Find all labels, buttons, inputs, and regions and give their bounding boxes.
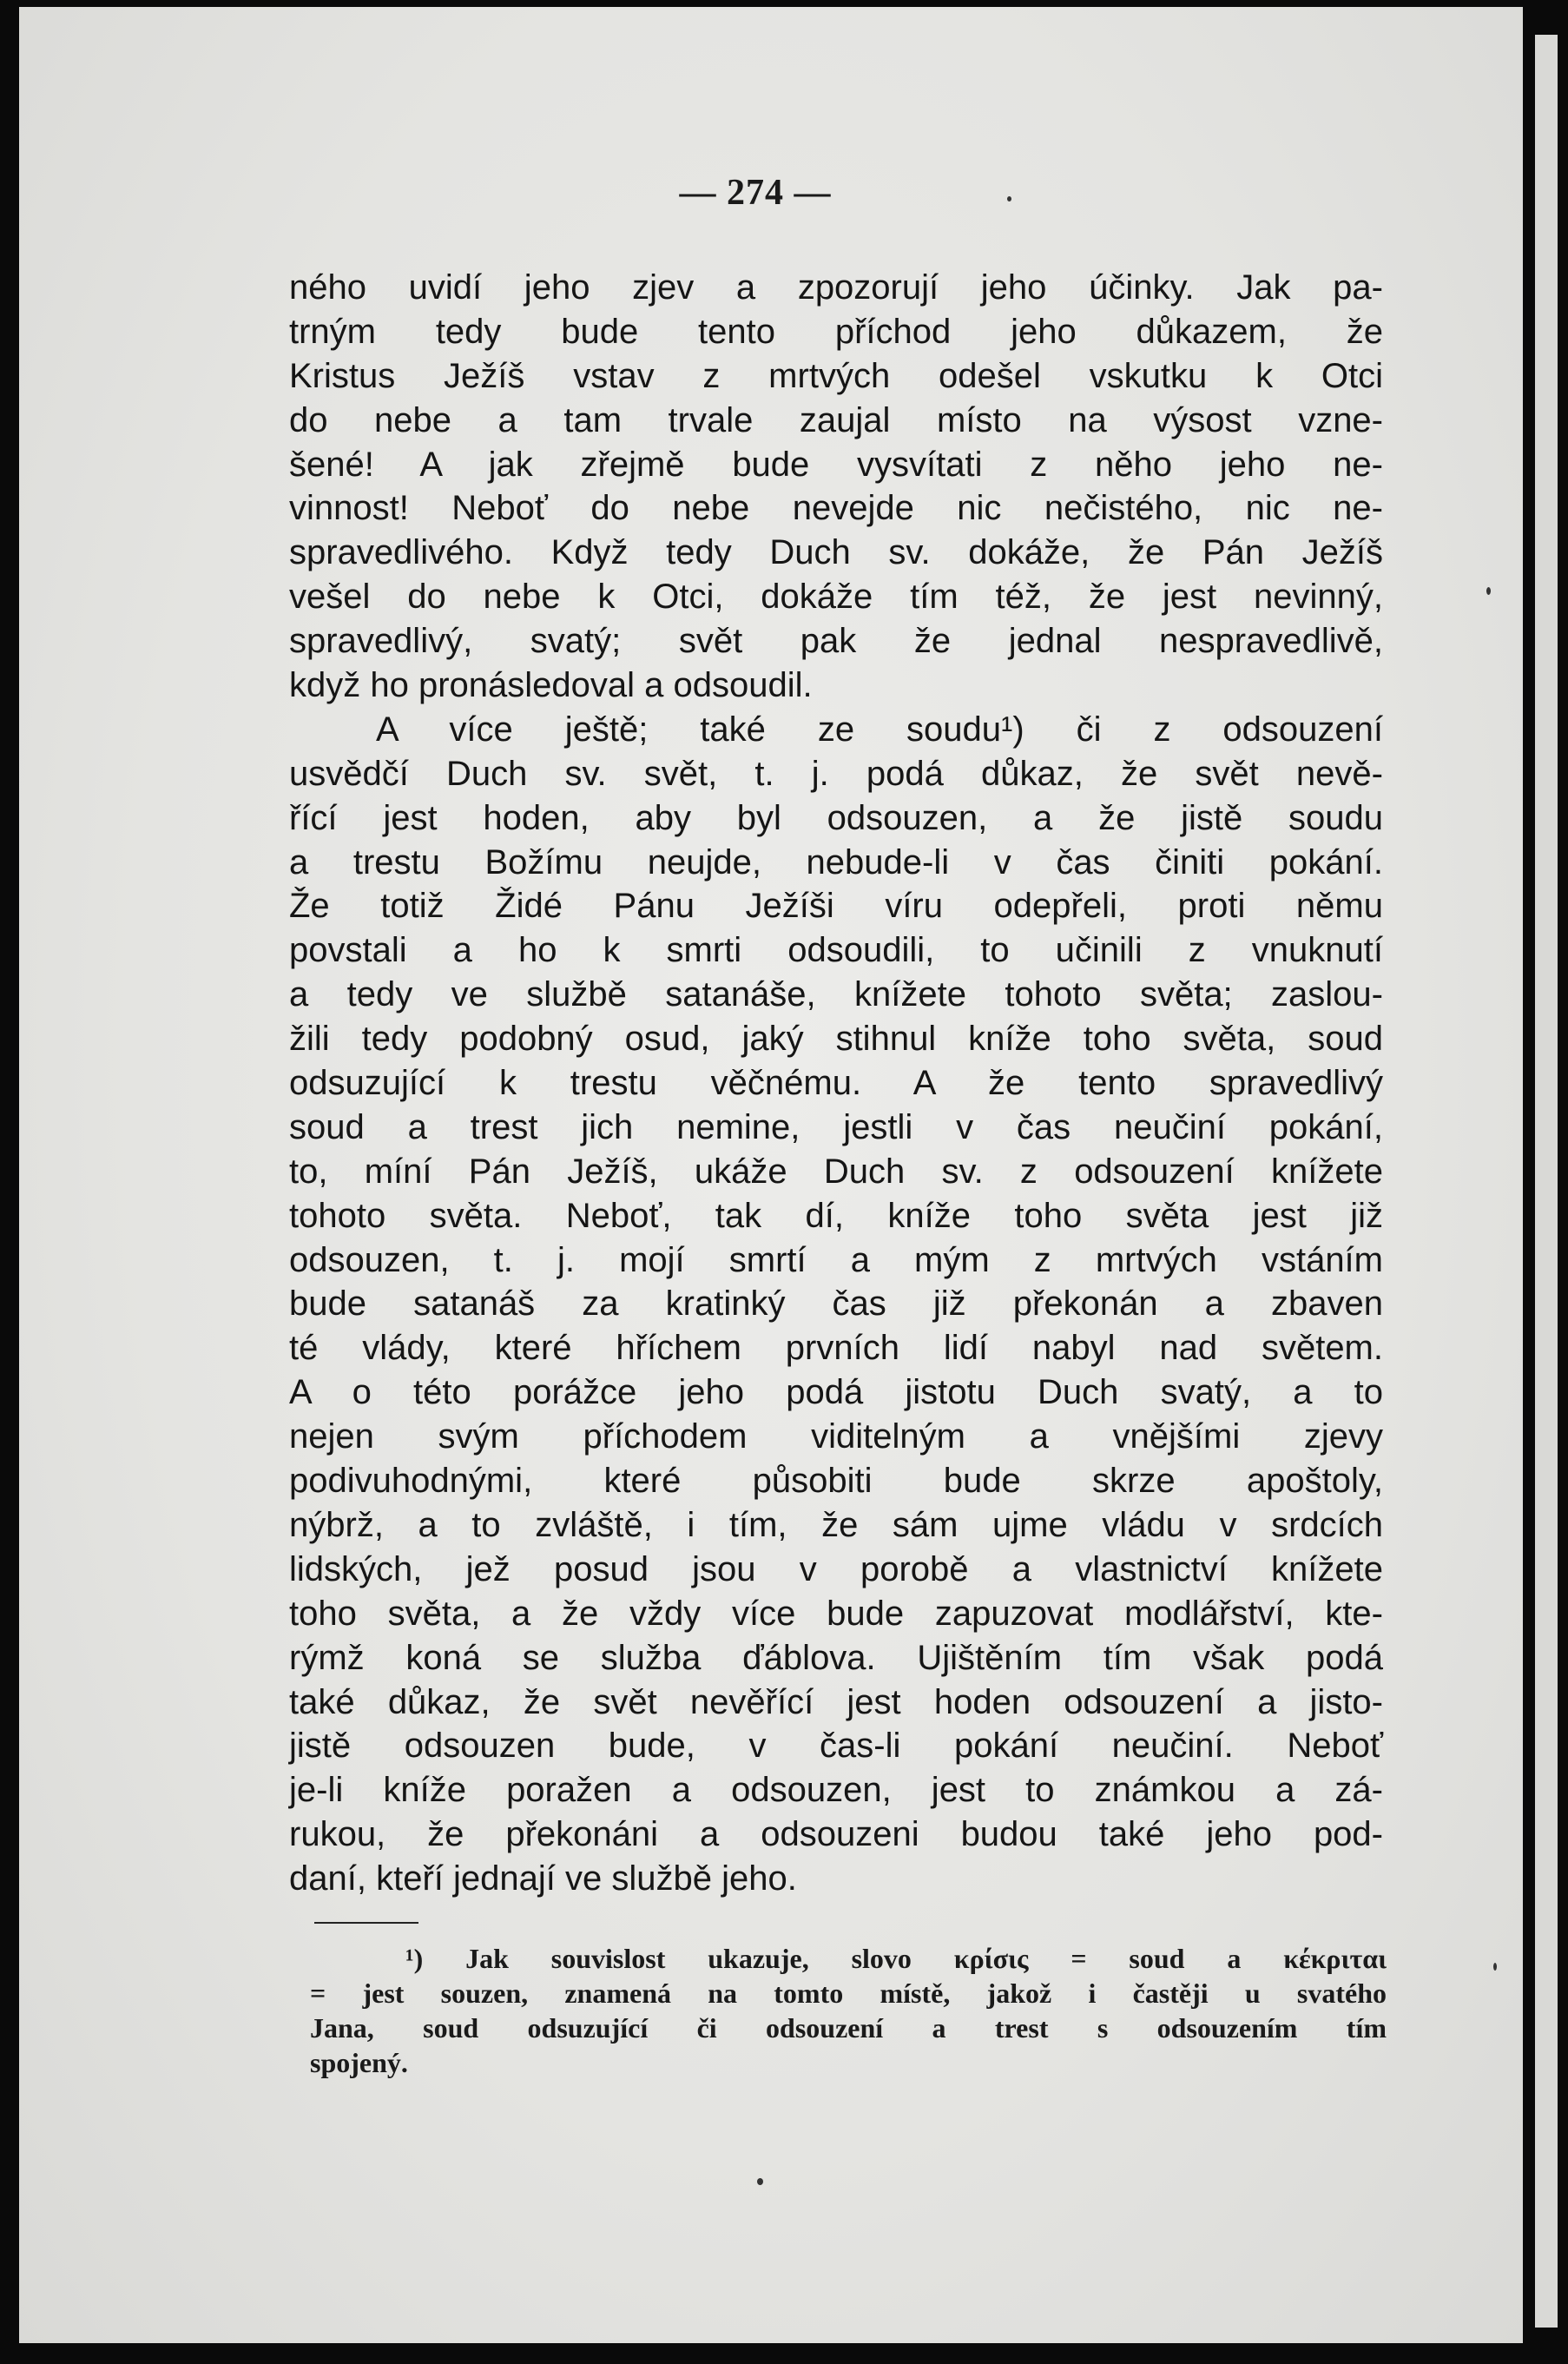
text-line: A více ještě; také ze soudu¹) či z odsouzení <box>376 710 1383 749</box>
text-line: a tedy ve službě satanáše, knížete tohoto světa; zaslou- <box>289 975 1383 1014</box>
book-page <box>19 7 1523 2343</box>
text-line: rukou, že překonáni a odsouzeni budou také jeho pod- <box>289 1815 1383 1854</box>
adjacent-page-edge <box>1535 35 1558 2328</box>
footnote-separator <box>314 1922 418 1924</box>
ink-speck <box>1493 1963 1497 1971</box>
main-text-block <box>289 266 1383 1901</box>
text-line: šené! A jak zřejmě bude vysvítati z něho jeho ne- <box>289 445 1383 484</box>
footnote-line: spojený. <box>310 2047 408 2078</box>
text-line: lidských, jež posud jsou v porobě a vlastnictví knížete <box>289 1549 1383 1588</box>
text-line: nýbrž, a to zvláště, i tím, že sám ujme vládu v srdcích <box>289 1505 1383 1544</box>
text-line: odsuzující k trestu věčnému. A že tento spravedlivý <box>289 1064 1383 1103</box>
text-line: když ho pronásledoval a odsoudil. <box>289 666 813 705</box>
text-line: také důkaz, že svět nevěřící jest hoden odsouzení a jisto- <box>289 1682 1383 1721</box>
text-line: jistě odsouzen bude, v čas-li pokání neučiní. Neboť <box>289 1727 1383 1766</box>
text-line: daní, kteří jednají ve službě jeho. <box>289 1859 797 1898</box>
text-line: odsouzen, t. j. mojí smrtí a mým z mrtvých vstáním <box>289 1240 1383 1279</box>
text-line: podivuhodnými, které působiti bude skrze apoštoly, <box>289 1462 1383 1501</box>
footnote-line: = jest souzen, znamená na tomto místě, jakož i častěji u svatého <box>310 1978 1387 2009</box>
footnote-line: Jana, soud odsuzující či odsouzení a trest s odsouzením tím <box>310 2012 1387 2044</box>
text-line: usvědčí Duch sv. svět, t. j. podá důkaz, že svět nevě- <box>289 754 1383 793</box>
text-line: řící jest hoden, aby byl odsouzen, a že jistě soudu <box>289 798 1383 837</box>
ink-speck <box>1486 587 1491 595</box>
text-line: A o této porážce jeho podá jistotu Duch svatý, a to <box>289 1373 1383 1412</box>
text-line: ného uvidí jeho zjev a zpozorují jeho účinky. Jak pa- <box>289 268 1383 307</box>
text-line: trným tedy bude tento příchod jeho důkazem, že <box>289 312 1383 351</box>
page-number: — 274 — <box>679 173 832 213</box>
footnote-block <box>310 1941 1387 2080</box>
text-line: té vlády, které hříchem prvních lidí nabyl nad světem. <box>289 1329 1383 1368</box>
text-line: spravedlivý, svatý; svět pak že jednal nespravedlivě, <box>289 622 1383 661</box>
ink-speck <box>757 2178 763 2185</box>
text-line: do nebe a tam trvale zaujal místo na výsost vzne- <box>289 400 1383 439</box>
text-line: spravedlivého. Když tedy Duch sv. dokáže, že Pán Ježíš <box>289 533 1383 572</box>
text-line: tohoto světa. Neboť, tak dí, kníže toho světa jest již <box>289 1196 1383 1235</box>
text-line: žili tedy podobný osud, jaký stihnul kníže toho světa, soud <box>289 1020 1383 1059</box>
text-line: to, míní Pán Ježíš, ukáže Duch sv. z odsouzení knížete <box>289 1152 1383 1191</box>
ink-speck <box>1007 196 1011 201</box>
text-line: vešel do nebe k Otci, dokáže tím též, že jest nevinný, <box>289 578 1383 617</box>
text-line: toho světa, a že vždy více bude zapuzovat modlářství, kte- <box>289 1594 1383 1633</box>
text-line: bude satanáš za kratinký čas již překonán a zbaven <box>289 1284 1383 1324</box>
text-line: nejen svým příchodem viditelným a vnějšími zjevy <box>289 1417 1383 1456</box>
text-line: povstali a ho k smrti odsoudili, to učinili z vnuknutí <box>289 931 1383 970</box>
text-line: Že totiž Židé Pánu Ježíši víru odepřeli, proti němu <box>289 887 1383 926</box>
text-line: rýmž koná se služba ďáblova. Ujištěním tím však podá <box>289 1638 1383 1677</box>
text-line: a trestu Božímu neujde, nebude-li v čas činiti pokání. <box>289 842 1383 882</box>
text-line: Kristus Ježíš vstav z mrtvých odešel vskutku k Otci <box>289 356 1383 395</box>
footnote-line: ¹) Jak souvislost ukazuje, slovo κρίσις = soud a κέκριται <box>405 1943 1387 1974</box>
text-line: je-li kníže poražen a odsouzen, jest to známkou a zá- <box>289 1771 1383 1810</box>
text-line: vinnost! Neboť do nebe nevejde nic nečistého, nic ne- <box>289 489 1383 528</box>
text-line: soud a trest jich nemine, jestli v čas neučiní pokání, <box>289 1107 1383 1146</box>
